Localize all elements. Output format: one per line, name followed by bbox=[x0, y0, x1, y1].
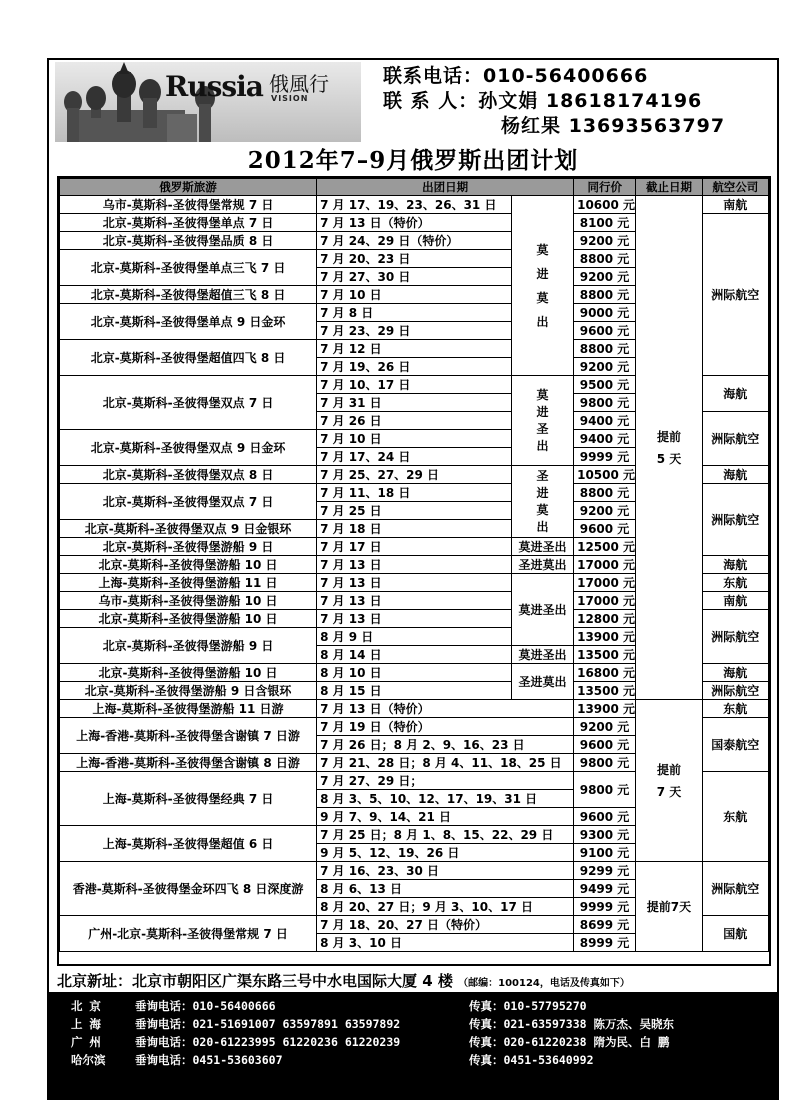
route-cell: 北京-莫斯科-圣彼得堡双点 7 日 bbox=[60, 376, 317, 430]
airline-cell: 国泰航空 bbox=[702, 718, 768, 772]
footer-row bbox=[71, 998, 276, 1014]
footer-row bbox=[71, 1016, 400, 1032]
date-cell: 8 月 14 日 bbox=[317, 646, 512, 664]
logo-banner bbox=[55, 62, 361, 142]
date-cell: 7 月 8 日 bbox=[317, 304, 512, 322]
footer-tel: 垂询电话：020-61223995 61220236 61220239 bbox=[135, 1035, 401, 1049]
contact-block bbox=[383, 64, 725, 139]
date-cell: 7 月 25 日；8 月 1、8、15、22、29 日 bbox=[317, 826, 574, 844]
route-cell: 北京-莫斯科-圣彼得堡双点 7 日 bbox=[60, 484, 317, 520]
date-cell: 7 月 25、27、29 日 bbox=[317, 466, 512, 484]
note-cell: 莫进圣出 bbox=[511, 538, 573, 556]
airline-cell: 南航 bbox=[702, 592, 768, 610]
date-cell: 7 月 18 日 bbox=[317, 520, 512, 538]
date-cell: 8 月 10 日 bbox=[317, 664, 512, 682]
price-cell: 9100 元 bbox=[574, 844, 636, 862]
price-cell: 9200 元 bbox=[574, 718, 636, 736]
price-cell: 9200 元 bbox=[574, 232, 636, 250]
date-cell: 7 月 13 日 bbox=[317, 574, 512, 592]
route-cell: 上海-香港-莫斯科-圣彼得堡含谢镇 8 日游 bbox=[60, 754, 317, 772]
airline-cell: 洲际航空 bbox=[702, 862, 768, 916]
header-price: 同行价 bbox=[574, 179, 636, 196]
date-cell: 8 月 15 日 bbox=[317, 682, 512, 700]
footer-row bbox=[71, 1034, 400, 1050]
table-row bbox=[60, 700, 769, 718]
date-cell: 9 月 7、9、14、21 日 bbox=[317, 808, 574, 826]
date-cell: 7 月 26 日；8 月 2、9、16、23 日 bbox=[317, 736, 574, 754]
date-cell: 9 月 5、12、19、26 日 bbox=[317, 844, 574, 862]
airline-cell: 国航 bbox=[702, 916, 768, 952]
poster-frame bbox=[47, 58, 779, 1100]
date-cell: 8 月 6、13 日 bbox=[317, 880, 574, 898]
address-text: 北京新址：北京市朝阳区广渠东路三号中水电国际大厦 4 楼 bbox=[57, 972, 453, 990]
footer-row bbox=[71, 1052, 283, 1068]
logo-subtitle: VISION bbox=[271, 94, 309, 103]
date-cell: 7 月 24、29 日（特价） bbox=[317, 232, 512, 250]
date-cell: 7 月 13 日 bbox=[317, 592, 512, 610]
tour-schedule-table bbox=[57, 176, 771, 966]
footer-tel: 垂询电话：010-56400666 bbox=[135, 999, 276, 1013]
price-cell: 17000 元 bbox=[574, 574, 636, 592]
contact-footer bbox=[49, 992, 777, 1100]
route-cell: 乌市-莫斯科-圣彼得堡常规 7 日 bbox=[60, 196, 317, 214]
airline-cell: 洲际航空 bbox=[702, 610, 768, 664]
date-cell: 8 月 3、10 日 bbox=[317, 934, 574, 952]
date-cell: 7 月 11、18 日 bbox=[317, 484, 512, 502]
route-cell: 北京-莫斯科-圣彼得堡游船 10 日 bbox=[60, 556, 317, 574]
header-airline: 航空公司 bbox=[702, 179, 768, 196]
route-cell: 北京-莫斯科-圣彼得堡游船 9 日含银环 bbox=[60, 682, 317, 700]
date-cell: 7 月 13 日（特价） bbox=[317, 214, 512, 232]
price-cell: 9800 元 bbox=[574, 754, 636, 772]
price-cell: 9200 元 bbox=[574, 268, 636, 286]
price-cell: 9499 元 bbox=[574, 880, 636, 898]
footer-fax: 传真：0451-53640992 bbox=[469, 1053, 594, 1067]
header-date: 出团日期 bbox=[317, 179, 574, 196]
airline-cell: 东航 bbox=[702, 700, 768, 718]
page-title: 2012年7–9月俄罗斯出团计划 bbox=[247, 147, 579, 174]
date-cell: 7 月 27、29 日； bbox=[317, 772, 574, 790]
route-cell: 上海-莫斯科-圣彼得堡经典 7 日 bbox=[60, 772, 317, 826]
route-cell: 香港-莫斯科-圣彼得堡金环四飞 8 日深度游 bbox=[60, 862, 317, 916]
airline-cell: 洲际航空 bbox=[702, 484, 768, 556]
route-cell: 北京-莫斯科-圣彼得堡双点 8 日 bbox=[60, 466, 317, 484]
route-cell: 上海-莫斯科-圣彼得堡游船 11 日游 bbox=[60, 700, 317, 718]
date-cell: 7 月 10 日 bbox=[317, 430, 512, 448]
logo-wordmark: Russia bbox=[165, 70, 263, 103]
footer-city: 上 海 bbox=[71, 1017, 101, 1031]
date-cell: 7 月 10、17 日 bbox=[317, 376, 512, 394]
airline-cell: 海航 bbox=[702, 664, 768, 682]
date-cell: 7 月 10 日 bbox=[317, 286, 512, 304]
route-cell: 北京-莫斯科-圣彼得堡游船 10 日 bbox=[60, 664, 317, 682]
route-cell: 北京-莫斯科-圣彼得堡游船 9 日 bbox=[60, 538, 317, 556]
route-cell: 北京-莫斯科-圣彼得堡超值四飞 8 日 bbox=[60, 340, 317, 376]
date-cell: 8 月 3、5、10、12、17、19、31 日 bbox=[317, 790, 574, 808]
airline-cell: 海航 bbox=[702, 556, 768, 574]
price-cell: 9400 元 bbox=[574, 430, 636, 448]
airline-cell: 东航 bbox=[702, 772, 768, 862]
route-cell: 乌市-莫斯科-圣彼得堡游船 10 日 bbox=[60, 592, 317, 610]
date-cell: 7 月 19 日（特价） bbox=[317, 718, 574, 736]
deadline-7-days: 提前 7 天 bbox=[636, 700, 702, 862]
price-cell: 13500 元 bbox=[574, 646, 636, 664]
address-line bbox=[57, 970, 771, 991]
date-cell: 7 月 13 日 bbox=[317, 556, 512, 574]
price-cell: 9000 元 bbox=[574, 304, 636, 322]
price-cell: 10500 元 bbox=[574, 466, 636, 484]
footer-tel: 垂询电话：0451-53603607 bbox=[135, 1053, 283, 1067]
airline-cell: 洲际航空 bbox=[702, 412, 768, 466]
price-cell: 8800 元 bbox=[574, 286, 636, 304]
price-cell: 8800 元 bbox=[574, 250, 636, 268]
deadline-7-days-b: 提前7天 bbox=[636, 862, 702, 952]
price-cell: 17000 元 bbox=[574, 556, 636, 574]
price-cell: 9999 元 bbox=[574, 898, 636, 916]
route-cell: 北京-莫斯科-圣彼得堡双点 9 日金银环 bbox=[60, 520, 317, 538]
price-cell: 9600 元 bbox=[574, 322, 636, 340]
footer-city: 哈尔滨 bbox=[71, 1053, 106, 1067]
date-cell: 7 月 26 日 bbox=[317, 412, 512, 430]
footer-fax: 传真：010-57795270 bbox=[469, 999, 587, 1013]
price-cell: 9299 元 bbox=[574, 862, 636, 880]
date-cell: 7 月 17、24 日 bbox=[317, 448, 512, 466]
date-cell: 7 月 17、19、23、26、31 日 bbox=[317, 196, 512, 214]
note-cell: 圣进莫出 bbox=[511, 664, 573, 700]
route-cell: 北京-莫斯科-圣彼得堡品质 8 日 bbox=[60, 232, 317, 250]
route-cell: 上海-莫斯科-圣彼得堡超值 6 日 bbox=[60, 826, 317, 862]
price-cell: 12800 元 bbox=[574, 610, 636, 628]
route-cell: 上海-莫斯科-圣彼得堡游船 11 日 bbox=[60, 574, 317, 592]
price-cell: 9600 元 bbox=[574, 520, 636, 538]
airline-cell: 洲际航空 bbox=[702, 682, 768, 700]
price-cell: 9800 元 bbox=[574, 394, 636, 412]
note-cell: 莫进圣出 bbox=[511, 646, 573, 664]
date-cell: 7 月 27、30 日 bbox=[317, 268, 512, 286]
route-cell: 北京-莫斯科-圣彼得堡单点三飞 7 日 bbox=[60, 250, 317, 286]
footer-city: 北 京 bbox=[71, 999, 101, 1013]
price-cell: 10600 元 bbox=[574, 196, 636, 214]
price-cell: 8800 元 bbox=[574, 340, 636, 358]
header-deadline: 截止日期 bbox=[636, 179, 702, 196]
date-cell: 7 月 18、20、27 日（特价） bbox=[317, 916, 574, 934]
route-cell: 北京-莫斯科-圣彼得堡游船 10 日 bbox=[60, 610, 317, 628]
price-cell: 8100 元 bbox=[574, 214, 636, 232]
date-cell: 7 月 17 日 bbox=[317, 538, 512, 556]
date-cell: 7 月 23、29 日 bbox=[317, 322, 512, 340]
airline-cell: 海航 bbox=[702, 376, 768, 412]
note-cell: 莫进圣出 bbox=[511, 574, 573, 646]
footer-fax: 传真：021-63597338 陈万杰、吴晓东 bbox=[469, 1017, 675, 1031]
footer-fax: 传真：020-61220238 隋为民、白 鹏 bbox=[469, 1035, 670, 1049]
note-mo-jin-mo-chu: 莫 进 莫 出 bbox=[511, 196, 573, 376]
note-mo-jin-sheng-chu: 莫 进 圣 出 bbox=[511, 376, 573, 466]
route-cell: 北京-莫斯科-圣彼得堡游船 9 日 bbox=[60, 628, 317, 664]
airline-cell: 洲际航空 bbox=[702, 214, 768, 376]
table-header-row bbox=[60, 179, 769, 196]
date-cell: 7 月 13 日 bbox=[317, 610, 512, 628]
route-cell: 北京-莫斯科-圣彼得堡单点 9 日金环 bbox=[60, 304, 317, 340]
price-cell: 9400 元 bbox=[574, 412, 636, 430]
date-cell: 7 月 31 日 bbox=[317, 394, 512, 412]
route-cell: 广州-北京-莫斯科-圣彼得堡常规 7 日 bbox=[60, 916, 317, 952]
price-cell: 9500 元 bbox=[574, 376, 636, 394]
date-cell: 8 月 20、27 日；9 月 3、10、17 日 bbox=[317, 898, 574, 916]
airline-cell: 海航 bbox=[702, 466, 768, 484]
price-cell: 9800 元 bbox=[574, 772, 636, 808]
price-cell: 17000 元 bbox=[574, 592, 636, 610]
price-cell: 13900 元 bbox=[574, 700, 636, 718]
date-cell: 8 月 9 日 bbox=[317, 628, 512, 646]
price-cell: 8800 元 bbox=[574, 484, 636, 502]
price-cell: 9300 元 bbox=[574, 826, 636, 844]
contact-person-1: 联 系 人：孙文娟 18618174196 bbox=[383, 90, 703, 112]
table-row bbox=[60, 862, 769, 880]
note-cell: 圣进莫出 bbox=[511, 556, 573, 574]
price-cell: 8699 元 bbox=[574, 916, 636, 934]
price-cell: 13900 元 bbox=[574, 628, 636, 646]
price-cell: 13500 元 bbox=[574, 682, 636, 700]
footer-tel: 垂询电话：021-51691007 63597891 63597892 bbox=[135, 1017, 401, 1031]
price-cell: 9600 元 bbox=[574, 808, 636, 826]
price-cell: 12500 元 bbox=[574, 538, 636, 556]
price-cell: 9200 元 bbox=[574, 502, 636, 520]
date-cell: 7 月 13 日（特价） bbox=[317, 700, 574, 718]
date-cell: 7 月 25 日 bbox=[317, 502, 512, 520]
date-cell: 7 月 21、28 日；8 月 4、11、18、25 日 bbox=[317, 754, 574, 772]
date-cell: 7 月 20、23 日 bbox=[317, 250, 512, 268]
date-cell: 7 月 19、26 日 bbox=[317, 358, 512, 376]
date-cell: 7 月 12 日 bbox=[317, 340, 512, 358]
airline-cell: 南航 bbox=[702, 196, 768, 214]
header-route: 俄罗斯旅游 bbox=[60, 179, 317, 196]
contact-person-2: 杨红果 13693563797 bbox=[501, 115, 726, 137]
address-note: （邮编：100124，电话及传真如下） bbox=[458, 978, 630, 989]
deadline-5-days: 提前 5 天 bbox=[636, 196, 702, 700]
route-cell: 北京-莫斯科-圣彼得堡单点 7 日 bbox=[60, 214, 317, 232]
contact-phone: 联系电话：010-56400666 bbox=[383, 65, 649, 87]
route-cell: 上海-香港-莫斯科-圣彼得堡含谢镇 7 日游 bbox=[60, 718, 317, 754]
route-cell: 北京-莫斯科-圣彼得堡双点 9 日金环 bbox=[60, 430, 317, 466]
price-cell: 9999 元 bbox=[574, 448, 636, 466]
airline-cell: 东航 bbox=[702, 574, 768, 592]
price-cell: 8999 元 bbox=[574, 934, 636, 952]
table-row bbox=[60, 196, 769, 214]
footer-city: 广 州 bbox=[71, 1035, 101, 1049]
date-cell: 7 月 16、23、30 日 bbox=[317, 862, 574, 880]
note-sheng-jin-mo-chu: 圣 进 莫 出 bbox=[511, 466, 573, 538]
price-cell: 9600 元 bbox=[574, 736, 636, 754]
route-cell: 北京-莫斯科-圣彼得堡超值三飞 8 日 bbox=[60, 286, 317, 304]
price-cell: 16800 元 bbox=[574, 664, 636, 682]
logo-chinese: 俄風行 bbox=[269, 72, 329, 96]
price-cell: 9200 元 bbox=[574, 358, 636, 376]
